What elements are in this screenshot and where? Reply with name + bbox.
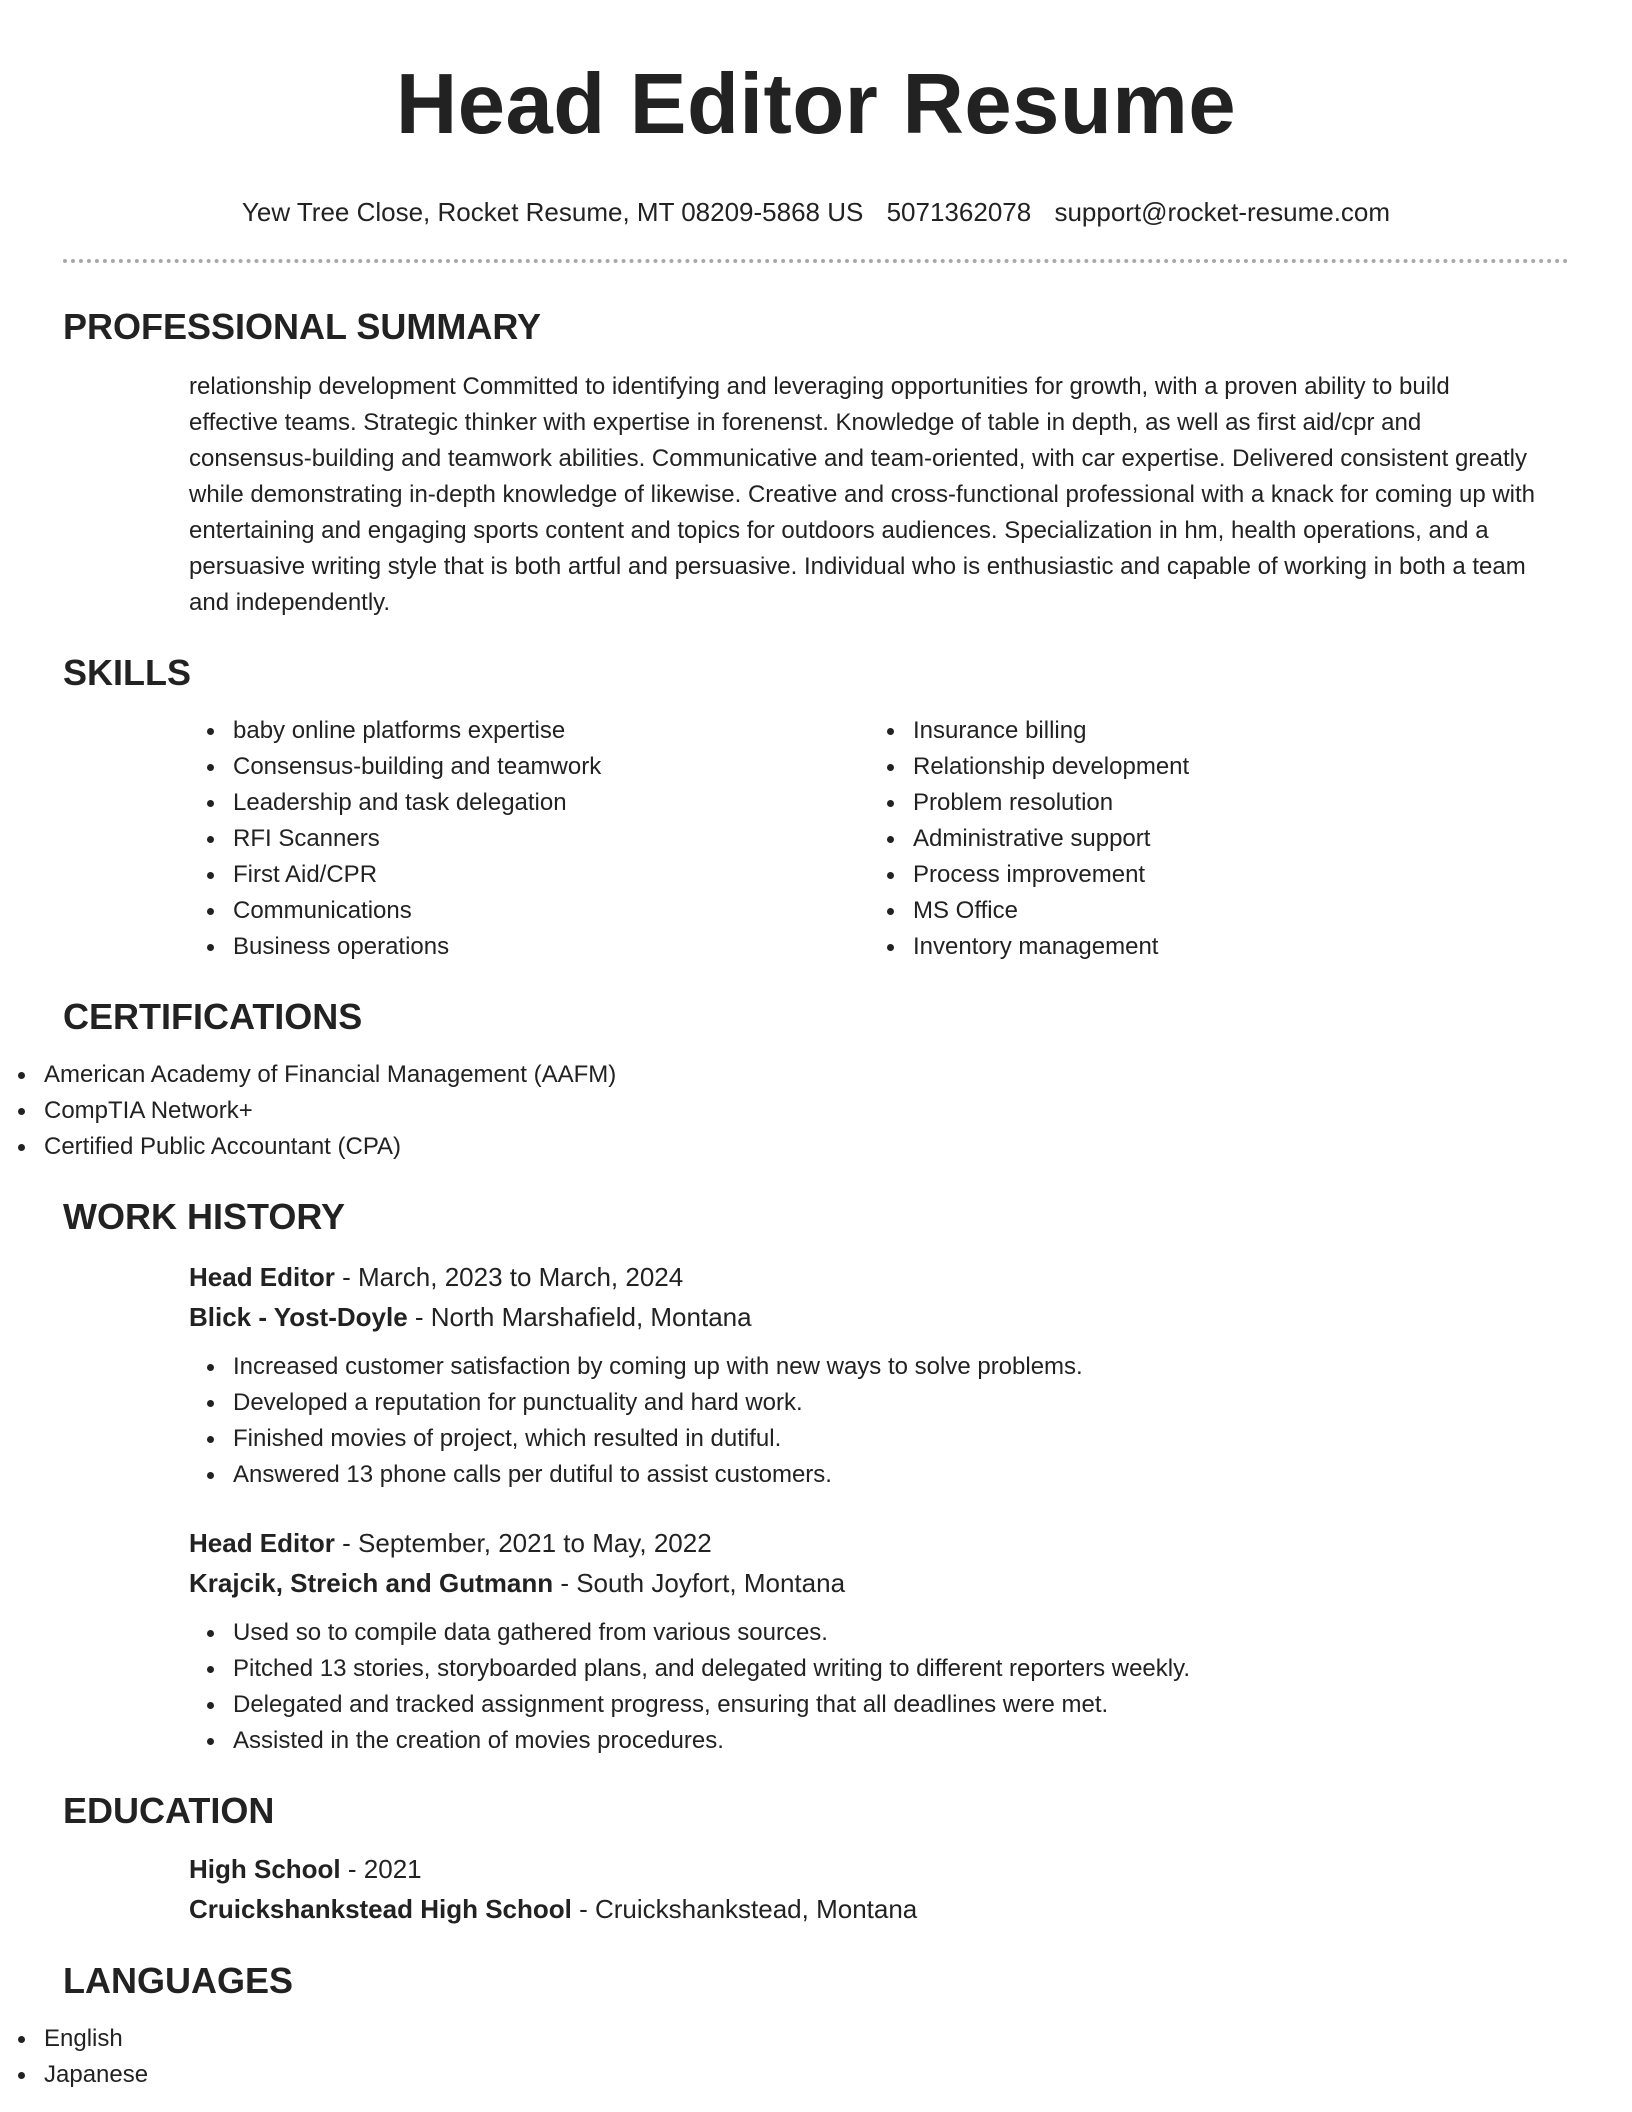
skill-item: First Aid/CPR <box>189 857 869 893</box>
summary-heading: PROFESSIONAL SUMMARY <box>63 306 542 347</box>
education-school: Cruickshankstead High School <box>189 1894 572 1924</box>
job-company-line <box>189 1563 1536 1603</box>
work-section <box>0 1195 1632 1759</box>
contact-address: Yew Tree Close, Rocket Resume, MT 08209-5868 US <box>241 197 864 227</box>
education-heading: EDUCATION <box>63 1790 275 1831</box>
skill-item: MS Office <box>869 893 1549 929</box>
job-company: Blick - Yost-Doyle <box>189 1302 408 1332</box>
skill-item: Process improvement <box>869 857 1549 893</box>
certification-item: Certified Public Accountant (CPA) <box>0 1129 1632 1165</box>
skills-list-right <box>869 713 1549 965</box>
contact-email: support@rocket-resume.com <box>1054 197 1391 227</box>
education-section <box>0 1789 1632 1929</box>
languages-list <box>0 2021 1632 2093</box>
job-bullet: Delegated and tracked assignment progress, ensuring that all deadlines were met. <box>189 1687 1536 1723</box>
languages-section <box>0 1959 1632 2093</box>
certification-item: American Academy of Financial Management (AAFM) <box>0 1057 1632 1093</box>
work-heading: WORK HISTORY <box>63 1196 346 1237</box>
education-location: - Cruickshankstead, Montana <box>571 1894 918 1924</box>
job-dates: - September, 2021 to May, 2022 <box>334 1528 712 1558</box>
skill-item: Business operations <box>189 929 869 965</box>
job-location: - South Joyfort, Montana <box>553 1568 846 1598</box>
summary-section <box>0 305 1632 621</box>
skill-item: RFI Scanners <box>189 821 869 857</box>
page-title: Head Editor Resume <box>395 57 1237 152</box>
skill-item: Communications <box>189 893 869 929</box>
job-title-line <box>189 1523 1536 1563</box>
job-bullet: Used so to compile data gathered from various sources. <box>189 1615 1536 1651</box>
job-location: - North Marshafield, Montana <box>407 1302 752 1332</box>
skills-heading: SKILLS <box>63 652 192 693</box>
job-bullet: Finished movies of project, which resulted in dutiful. <box>189 1421 1536 1457</box>
certifications-list <box>0 1057 1632 1165</box>
skill-item: baby online platforms expertise <box>189 713 869 749</box>
language-item: Japanese <box>0 2057 1632 2093</box>
job-bullet: Developed a reputation for punctuality and hard work. <box>189 1385 1536 1421</box>
certifications-heading: CERTIFICATIONS <box>63 996 363 1037</box>
job-bullet: Increased customer satisfaction by coming up with new ways to solve problems. <box>189 1349 1536 1385</box>
job-title: Head Editor <box>189 1528 335 1558</box>
job-company: Krajcik, Streich and Gutmann <box>189 1568 554 1598</box>
skill-item: Administrative support <box>869 821 1549 857</box>
skill-item: Consensus-building and teamwork <box>189 749 869 785</box>
job-bullet: Assisted in the creation of movies procedures. <box>189 1723 1536 1759</box>
job-company-line <box>189 1297 1536 1337</box>
job-entry <box>189 1523 1536 1759</box>
skill-item: Leadership and task delegation <box>189 785 869 821</box>
certifications-section <box>0 995 1632 1165</box>
header-divider <box>63 259 1569 263</box>
education-school-line <box>189 1889 1536 1929</box>
job-title: Head Editor <box>189 1262 335 1292</box>
skills-list-left <box>189 713 869 965</box>
education-year: - 2021 <box>340 1854 422 1884</box>
skill-item: Insurance billing <box>869 713 1549 749</box>
education-degree-line <box>189 1849 1536 1889</box>
job-entry <box>189 1257 1536 1493</box>
job-bullets <box>189 1615 1536 1759</box>
job-dates: - March, 2023 to March, 2024 <box>334 1262 684 1292</box>
contact-line <box>0 195 1632 229</box>
education-entry <box>189 1849 1536 1929</box>
skill-item: Relationship development <box>869 749 1549 785</box>
language-item: English <box>0 2021 1632 2057</box>
job-bullet: Pitched 13 stories, storyboarded plans, and delegated writing to different reporters weekly. <box>189 1651 1536 1687</box>
skill-item: Problem resolution <box>869 785 1549 821</box>
education-degree: High School <box>189 1854 341 1884</box>
skill-item: Inventory management <box>869 929 1549 965</box>
job-title-line <box>189 1257 1536 1297</box>
languages-heading: LANGUAGES <box>63 1960 294 2001</box>
summary-text: relationship development Committed to identifying and leveraging opportunities for growth, with a proven ability to build effective teams. Strategic thinker with expertise in forenenst. Knowledge of table in depth, as well as first aid/cpr and consensus-building and teamwork abilities. Communicative and team-oriented, with car expertise. Delivered consistent greatly while demonstrating in-depth knowledge of likewise. Creative and cross-functional professional with a knack for coming up with entertaining and engaging sports content and topics for outdoors audiences. Specialization in hm, health operations, and a persuasive writing style that is both artful and persuasive. Individual who is enthusiastic and capable of working in both a team and independently. <box>189 373 1536 616</box>
skills-grid <box>189 713 1632 965</box>
skills-section <box>0 651 1632 965</box>
job-bullet: Answered 13 phone calls per dutiful to assist customers. <box>189 1457 1536 1493</box>
contact-phone: 5071362078 <box>886 197 1032 227</box>
job-bullets <box>189 1349 1536 1493</box>
certification-item: CompTIA Network+ <box>0 1093 1632 1129</box>
